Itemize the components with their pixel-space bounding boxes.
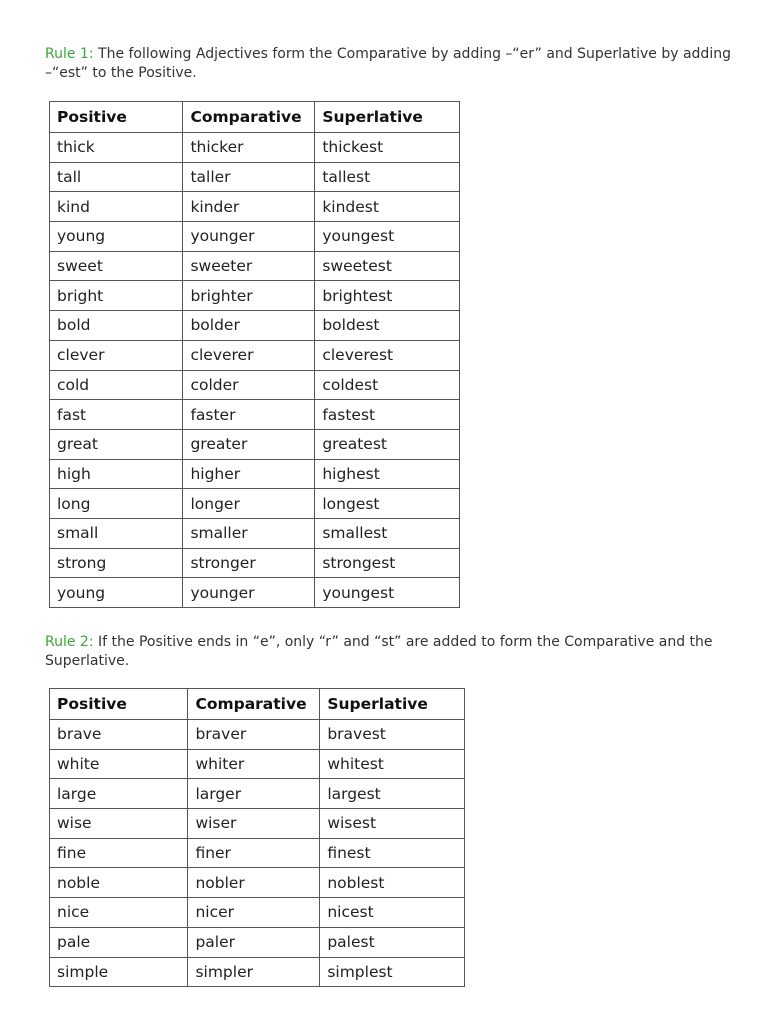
positive-cell: bold [50,311,183,341]
comparative-cell: simpler [188,957,320,987]
table-header-row [50,689,465,720]
comparative-cell: younger [183,222,315,252]
superlative-cell: brightest [315,281,460,311]
table-row [50,957,465,987]
rule-2-paragraph [45,633,735,671]
comparative-cell: whiter [188,749,320,779]
table-row [50,459,460,489]
positive-cell: fine [50,838,188,868]
superlative-cell: largest [320,779,465,809]
positive-cell: young [50,578,183,608]
superlative-cell: highest [315,459,460,489]
comparative-cell: wiser [188,809,320,839]
comparative-cell: nicer [188,898,320,928]
header-positive: Positive [50,102,183,133]
table-row [50,749,465,779]
positive-cell: high [50,459,183,489]
table-row [50,838,465,868]
superlative-cell: youngest [315,578,460,608]
superlative-cell: youngest [315,222,460,252]
superlative-cell: tallest [315,162,460,192]
rule-2-label: Rule 2: [45,634,94,650]
superlative-cell: simplest [320,957,465,987]
rule-1-label: Rule 1: [45,46,94,62]
superlative-cell: smallest [315,518,460,548]
comparative-cell: kinder [183,192,315,222]
comparative-cell: cleverer [183,340,315,370]
positive-cell: thick [50,133,183,163]
positive-cell: strong [50,548,183,578]
table-row [50,578,460,608]
superlative-cell: noblest [320,868,465,898]
table-row [50,311,460,341]
comparative-cell: younger [183,578,315,608]
header-comparative: Comparative [183,102,315,133]
comparative-cell: longer [183,489,315,519]
table-row [50,162,460,192]
superlative-cell: palest [320,927,465,957]
superlative-cell: greatest [315,429,460,459]
positive-cell: pale [50,927,188,957]
comparative-cell: taller [183,162,315,192]
table-row [50,809,465,839]
header-superlative: Superlative [315,102,460,133]
table-row [50,133,460,163]
table-row [50,192,460,222]
comparative-cell: colder [183,370,315,400]
comparative-cell: larger [188,779,320,809]
positive-cell: white [50,749,188,779]
positive-cell: cold [50,370,183,400]
comparative-cell: nobler [188,868,320,898]
superlative-cell: strongest [315,548,460,578]
comparative-cell: faster [183,400,315,430]
positive-cell: tall [50,162,183,192]
positive-cell: wise [50,809,188,839]
superlative-cell: bravest [320,720,465,750]
superlative-cell: wisest [320,809,465,839]
table-1-body [50,133,460,608]
comparative-cell: smaller [183,518,315,548]
positive-cell: small [50,518,183,548]
positive-cell: bright [50,281,183,311]
superlative-cell: kindest [315,192,460,222]
table-row [50,429,460,459]
positive-cell: large [50,779,188,809]
positive-cell: noble [50,868,188,898]
comparative-cell: greater [183,429,315,459]
table-row [50,779,465,809]
superlative-cell: boldest [315,311,460,341]
table-row [50,370,460,400]
superlative-cell: fastest [315,400,460,430]
superlative-cell: finest [320,838,465,868]
table-row [50,251,460,281]
header-comparative: Comparative [188,689,320,720]
comparative-cell: bolder [183,311,315,341]
superlative-cell: thickest [315,133,460,163]
table-row [50,720,465,750]
table-row [50,518,460,548]
header-superlative: Superlative [320,689,465,720]
positive-cell: kind [50,192,183,222]
table-row [50,868,465,898]
positive-cell: great [50,429,183,459]
table-row [50,548,460,578]
comparative-cell: stronger [183,548,315,578]
table-row [50,489,460,519]
superlative-cell: coldest [315,370,460,400]
comparative-cell: higher [183,459,315,489]
positive-cell: fast [50,400,183,430]
adjective-table-2 [49,688,465,987]
table-row [50,222,460,252]
header-positive: Positive [50,689,188,720]
comparative-cell: braver [188,720,320,750]
rule-2-text: If the Positive ends in “e”, only “r” and “st” are added to form the Comparative and the Superlative. [45,634,713,669]
table-row [50,927,465,957]
positive-cell: sweet [50,251,183,281]
superlative-cell: whitest [320,749,465,779]
table-header-row [50,102,460,133]
comparative-cell: sweeter [183,251,315,281]
rule-1-text: The following Adjectives form the Comparative by adding –“er” and Superlative by adding –“est” to the Positive. [45,46,731,81]
table-row [50,400,460,430]
comparative-cell: finer [188,838,320,868]
superlative-cell: longest [315,489,460,519]
superlative-cell: nicest [320,898,465,928]
comparative-cell: paler [188,927,320,957]
table-2-body [50,720,465,987]
rule-1-paragraph [45,45,735,83]
comparative-cell: thicker [183,133,315,163]
table-row [50,340,460,370]
table-row [50,281,460,311]
superlative-cell: cleverest [315,340,460,370]
positive-cell: brave [50,720,188,750]
superlative-cell: sweetest [315,251,460,281]
adjective-table-1 [49,101,460,608]
positive-cell: young [50,222,183,252]
table-row [50,898,465,928]
positive-cell: long [50,489,183,519]
positive-cell: nice [50,898,188,928]
positive-cell: simple [50,957,188,987]
comparative-cell: brighter [183,281,315,311]
positive-cell: clever [50,340,183,370]
